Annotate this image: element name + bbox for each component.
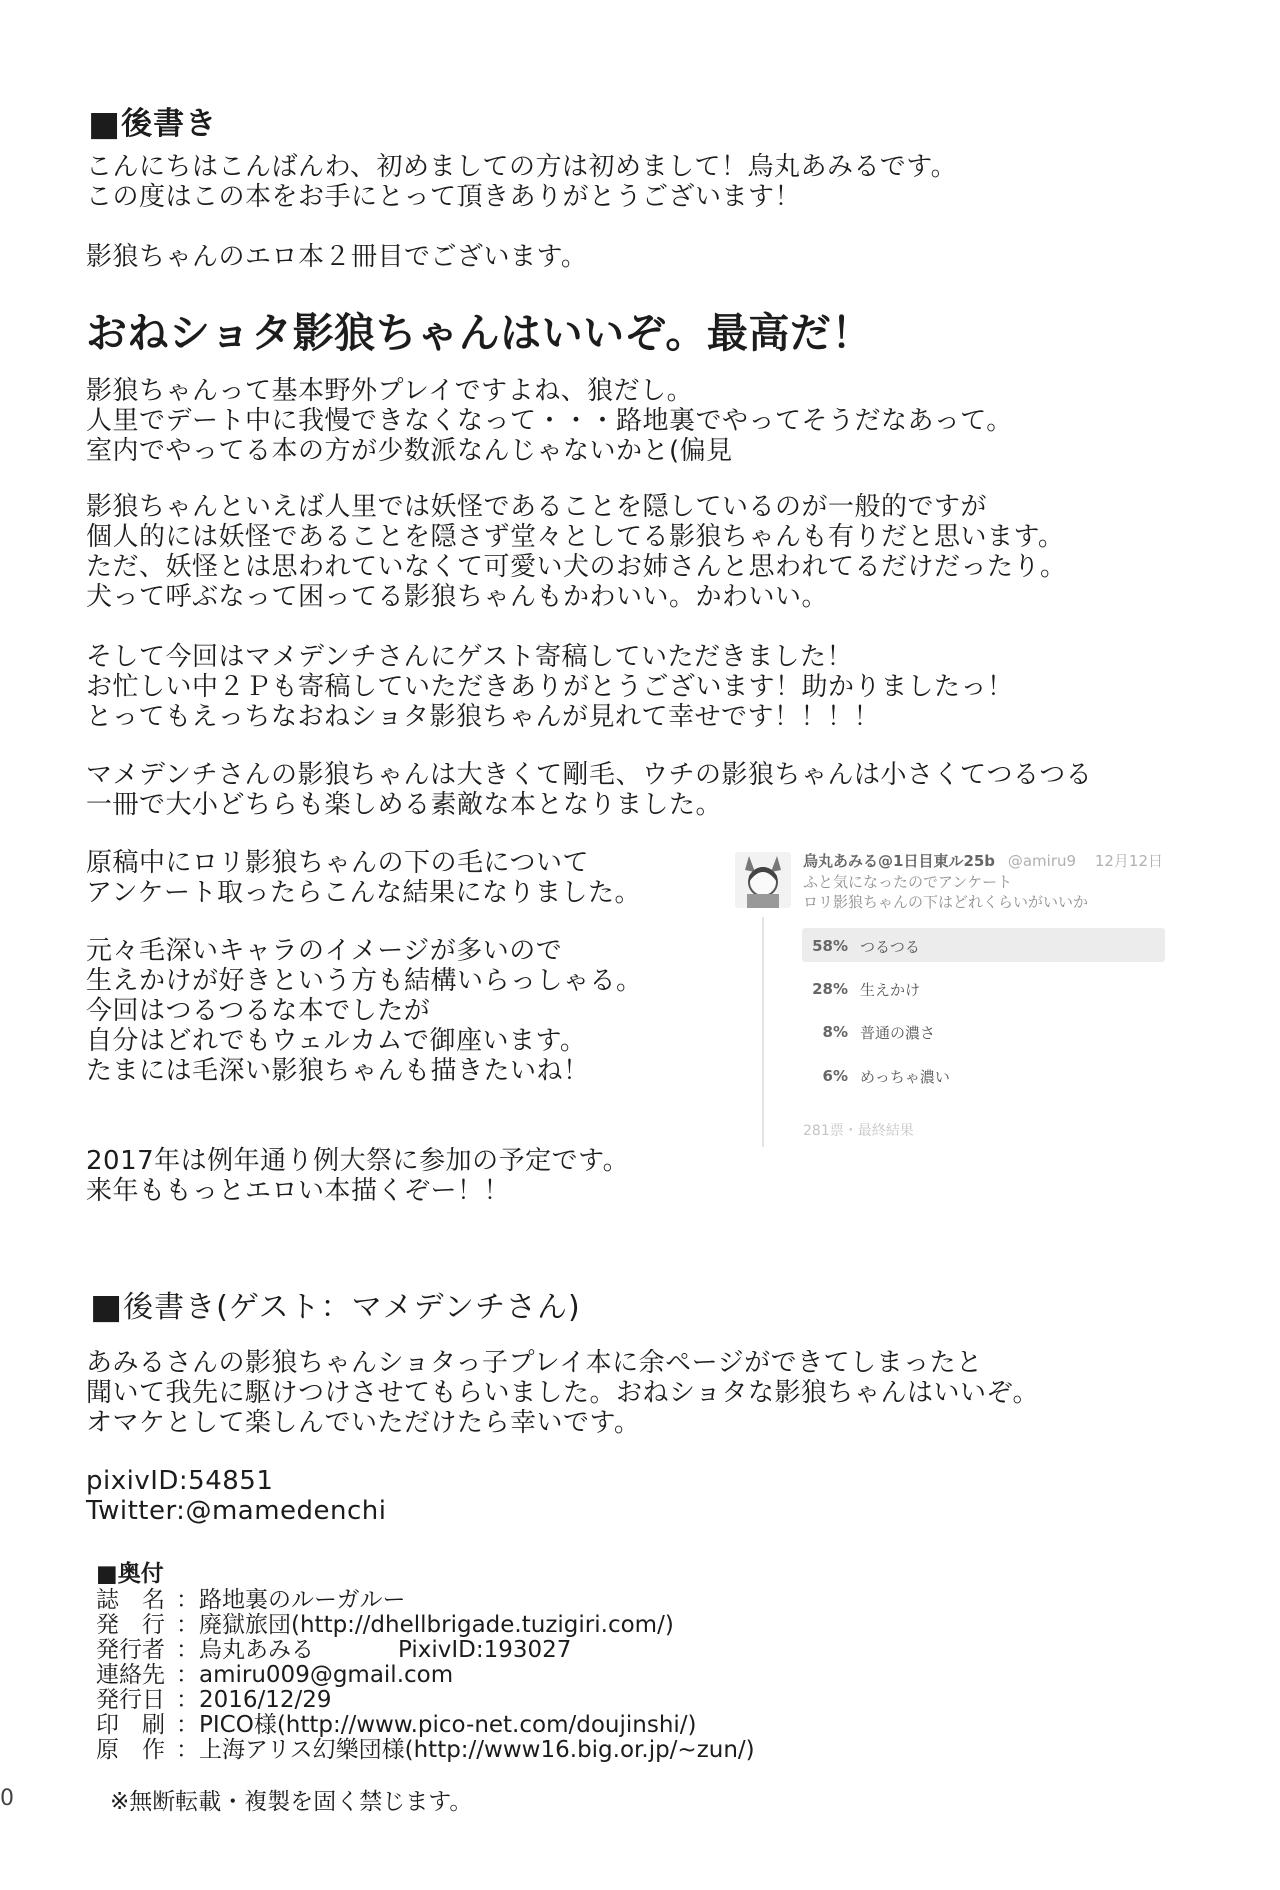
- afterword-para-7: [86, 1146, 629, 1206]
- text-line: 影狼ちゃんって基本野外プレイですよね、狼だし。: [86, 376, 694, 406]
- afterword-heading: ■後書き: [88, 104, 218, 144]
- poll-percent: 6%: [822, 1067, 848, 1085]
- colophon-value: ：2016/12/29: [176, 1687, 332, 1713]
- poll-option: [802, 1058, 1165, 1092]
- poll-option: [802, 1014, 1165, 1048]
- text-line: 自分はどれでもウェルカムで御座います。: [86, 1026, 587, 1056]
- afterword-para-3: [86, 642, 1014, 732]
- colophon-row: [96, 1738, 755, 1763]
- afterword-exclaim: おねショタ影狼ちゃんはいいぞ。最高だ！: [86, 309, 873, 357]
- page-number: 0: [0, 1786, 14, 1811]
- poll-option: [802, 928, 1165, 962]
- tweet-user: 烏丸あみる@1日目東ル25b: [803, 852, 996, 870]
- tweet-text: [803, 872, 1088, 912]
- afterword-para-5: [86, 848, 641, 908]
- colophon-value: ：amiru009@gmail.com: [176, 1662, 454, 1688]
- colophon-heading: ■奥付: [96, 1561, 164, 1587]
- colophon-key: 発行者: [96, 1637, 165, 1663]
- text-line: アンケート取ったらこんな結果になりました。: [86, 878, 641, 908]
- text-line: とってもえっちなおねショタ影狼ちゃんが見れて幸せです！！！！: [86, 702, 880, 732]
- poll-label: めっちゃ濃い: [860, 1068, 950, 1086]
- afterword-para-6: [86, 936, 643, 1086]
- colophon-row: [96, 1713, 755, 1738]
- avatar-icon: [735, 852, 791, 908]
- colophon-value: ：烏丸あみる: [176, 1637, 314, 1663]
- poll-label: 普通の濃さ: [860, 1024, 936, 1042]
- colophon-row: [96, 1638, 755, 1663]
- colophon-row: [96, 1588, 755, 1613]
- text-line: 2017年は例年通り例大祭に参加の予定です。: [86, 1146, 630, 1176]
- tweet-date: 12月12日: [1094, 852, 1164, 870]
- colophon-key: 原 作: [96, 1737, 165, 1763]
- text-line: 影狼ちゃんといえば人里では妖怪であることを隠しているのが一般的ですが: [86, 492, 988, 522]
- text-line: 個人的には妖怪であることを隠さず堂々としてる影狼ちゃんも有りだと思います。: [86, 522, 1065, 552]
- tweet-header: [803, 850, 1163, 871]
- text-line: ロリ影狼ちゃんの下はどれくらいがいいか: [803, 893, 1089, 911]
- colophon-key: 発行日: [96, 1687, 165, 1713]
- afterword-intro: [86, 152, 957, 212]
- guest-pixiv: pixivID:54851: [86, 1466, 274, 1496]
- colophon-value: ：路地裏のルーガルー: [176, 1587, 406, 1613]
- colophon-key: 連絡先: [96, 1662, 165, 1688]
- poll-label: 生えかけ: [860, 981, 921, 999]
- square-bullet-icon: ■: [96, 1561, 118, 1587]
- text-line: そして今回はマメデンチさんにゲスト寄稿していただきました！: [86, 642, 853, 672]
- text-line: 室内でやってる本の方が少数派なんじゃないかと(偏見: [86, 436, 733, 466]
- text-line: この度はこの本をお手にとって頂きありがとうございます！: [86, 182, 801, 212]
- colophon-pixiv: PixivID:193027: [398, 1637, 572, 1663]
- colophon-value: ：廃獄旅団(http://dhellbrigade.tuzigiri.com/): [176, 1612, 674, 1638]
- text-line: 元々毛深いキャラのイメージが多いので: [86, 936, 563, 966]
- poll-percent: 28%: [812, 980, 848, 998]
- colophon-key: 印 刷: [96, 1712, 165, 1738]
- text-line: 来年ももっとエロい本描くぞー！！: [86, 1176, 511, 1206]
- guest-heading: ■後書き(ゲスト：マメデンチさん): [90, 1287, 581, 1327]
- square-bullet-icon: ■: [88, 104, 122, 144]
- square-bullet-icon: ■: [90, 1287, 124, 1327]
- poll-label: つるつる: [860, 938, 920, 956]
- colophon-key: 発 行: [96, 1612, 165, 1638]
- poll-percent: 58%: [812, 937, 848, 955]
- text-line: ただ、妖怪とは思われていなくて可愛い犬のお姉さんと思われてるだけだったり。: [86, 552, 1067, 582]
- text-line: マメデンチさんの影狼ちゃんは大きくて剛毛、ウチの影狼ちゃんは小さくてつるつる: [86, 760, 1093, 790]
- afterword-para-1: [86, 376, 1013, 466]
- copyright-notice: ※無断転載・複製を固く禁じます。: [110, 1789, 473, 1815]
- text-line: こんにちはこんばんわ、初めましての方は初めまして！烏丸あみるです。: [86, 152, 958, 182]
- colophon-key: 誌 名: [96, 1587, 165, 1613]
- afterword-para-2: [86, 492, 1067, 612]
- poll-footer: 281票・最終結果: [803, 1123, 914, 1139]
- text-line: 今回はつるつるな本でしたが: [86, 996, 431, 1026]
- text-line: 犬って呼ぶなって困ってる影狼ちゃんもかわいい。かわいい。: [86, 582, 829, 612]
- text-line: 人里でデート中に我慢できなくなって・・・路地裏でやってそうだなあって。: [86, 406, 1013, 436]
- colophon-row: [96, 1613, 755, 1638]
- text-line: お忙しい中２Ｐも寄稿していただきありがとうございます！助かりましたっ！: [86, 672, 1014, 702]
- text-line: たまには毛深い影狼ちゃんも描きたいね！: [86, 1056, 590, 1086]
- colophon-value: ：上海アリス幻樂団様(http://www16.big.or.jp/~zun/): [176, 1737, 755, 1763]
- tweet-avatar: [735, 852, 791, 908]
- text-line: 一冊で大小どちらも楽しめる素敵な本となりました。: [86, 790, 723, 820]
- guest-body: [86, 1348, 1039, 1438]
- text-line: あみるさんの影狼ちゃんショタっ子プレイ本に余ページができてしまったと: [86, 1348, 983, 1378]
- afterword-second-book: 影狼ちゃんのエロ本２冊目でございます。: [86, 242, 588, 272]
- tweet-handle: @amiru9: [1007, 852, 1077, 870]
- poll-option: [802, 971, 1165, 1005]
- text-line: 聞いて我先に駆けつけさせてもらいました。おねショタな影狼ちゃんはいいぞ。: [86, 1378, 1039, 1408]
- text-line: ふと気になったのでアンケート: [803, 873, 1013, 891]
- afterword-para-4: [86, 760, 1092, 820]
- colophon-row: [96, 1688, 755, 1713]
- colophon-table: [96, 1588, 755, 1763]
- text-line: 生えかけが好きという方も結構いらっしゃる。: [86, 966, 643, 996]
- guest-twitter: Twitter:@mamedenchi: [86, 1496, 387, 1526]
- colophon-value: ：PICO様(http://www.pico-net.com/doujinshi/): [176, 1712, 697, 1738]
- poll-percent: 8%: [822, 1023, 848, 1041]
- guest-links: [86, 1466, 387, 1526]
- text-line: オマケとして楽しんでいただけたら幸いです。: [86, 1408, 641, 1438]
- colophon-row: [96, 1663, 755, 1688]
- tweet-thread-line: [762, 917, 764, 1147]
- text-line: 原稿中にロリ影狼ちゃんの下の毛について: [86, 848, 589, 878]
- poll-bar: [802, 928, 1165, 962]
